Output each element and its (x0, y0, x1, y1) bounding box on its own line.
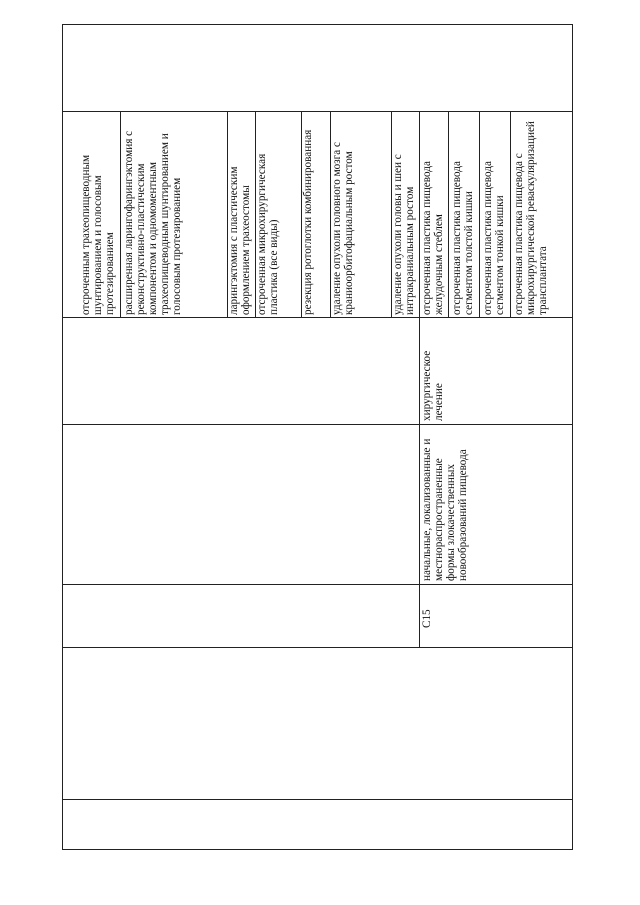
method-item: отсроченная микрохирургическая пластика (все виды) (256, 153, 280, 315)
col-divider-code (62, 584, 573, 585)
method-item: отсроченная пластика пищевода сегментом тонкой кишки (482, 161, 506, 315)
method-item: отсроченная пластика пищевода с микрохирургической реваскуляризацией трансплантата (513, 121, 549, 315)
col-divider-method (62, 111, 573, 112)
method-item: отсроченная пластика пищевода сегментом толстой кишки (451, 161, 475, 315)
method-item: отсроченным трахеопищеводным шунтированием и голосовым протезированием (80, 154, 116, 315)
table-border-top (62, 24, 63, 850)
icd-code: C15 (421, 609, 433, 628)
method-divider (510, 111, 511, 318)
table-border-right (62, 849, 573, 850)
method-divider (448, 111, 449, 318)
method-divider (479, 111, 480, 318)
method-item: удаление опухоли головного мозга с краниоорбитофациальным ростом (331, 142, 355, 315)
method-divider (120, 111, 121, 318)
treatment-type: хирургическое лечение (421, 350, 445, 421)
method-item: резекция ротоглотки комбинированная (302, 129, 314, 315)
method-item: отсроченная пластика пищевода желудочным стеблем (421, 161, 445, 315)
col-divider-disease (62, 424, 573, 425)
col-divider-treatment (62, 317, 573, 318)
table-border-left (62, 24, 573, 25)
disease-description: начальные, локализованные и местнораспространенные формы злокачественных новообразований пищевода (421, 438, 469, 581)
method-item: расширенная ларингофарингэктомия с реконструктивно-пластическим компонентом и одномоментным трахеопищеводным шунтированием и голосовым протезированием (123, 130, 183, 315)
row-divider-c15 (419, 111, 420, 648)
col-divider-name (62, 647, 573, 648)
table-border-bottom (572, 24, 573, 850)
col-divider-number (62, 799, 573, 800)
method-item: ларингэктомия с пластическим оформлением трахеостомы (228, 166, 252, 315)
method-item: удаление опухоли головы и шеи с интракраниальным ростом (392, 154, 416, 315)
